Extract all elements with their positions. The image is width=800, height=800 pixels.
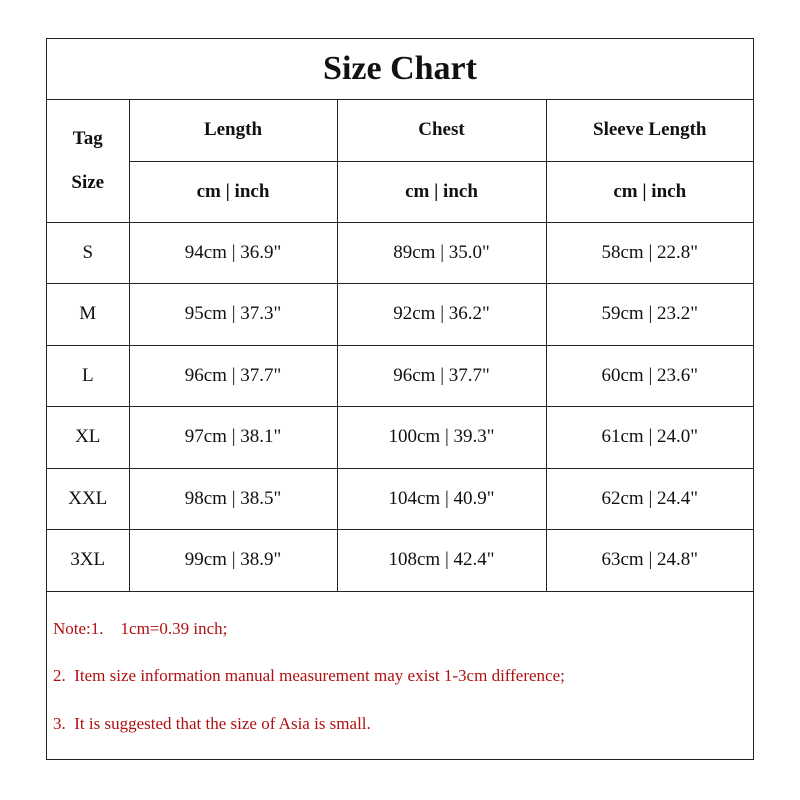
size-cell: S bbox=[47, 222, 129, 284]
chest-cell: 89cm | 35.0" bbox=[337, 222, 546, 284]
table-row bbox=[47, 222, 753, 284]
length-header: Length bbox=[129, 100, 337, 161]
sleeve-cell: 60cm | 23.6" bbox=[546, 345, 753, 407]
sleeve-cell: 63cm | 24.8" bbox=[546, 530, 753, 592]
length-cell: 95cm | 37.3" bbox=[129, 284, 337, 346]
table-row bbox=[47, 530, 753, 592]
sleeve-unit: cm | inch bbox=[546, 161, 753, 222]
chest-cell: 96cm | 37.7" bbox=[337, 345, 546, 407]
size-cell: XL bbox=[47, 407, 129, 469]
size-label: Size bbox=[71, 171, 105, 193]
tag-label: Tag bbox=[72, 127, 103, 149]
sleeve-cell: 62cm | 24.4" bbox=[546, 468, 753, 530]
unit-row bbox=[47, 161, 753, 222]
size-cell: 3XL bbox=[47, 530, 129, 592]
chest-cell: 92cm | 36.2" bbox=[337, 284, 546, 346]
chest-cell: 100cm | 39.3" bbox=[337, 407, 546, 469]
length-cell: 97cm | 38.1" bbox=[129, 407, 337, 469]
table-row bbox=[47, 468, 753, 530]
size-chart bbox=[46, 38, 754, 760]
size-cell: L bbox=[47, 345, 129, 407]
chest-unit: cm | inch bbox=[337, 161, 546, 222]
header-row bbox=[47, 100, 753, 161]
sleeve-length-header: Sleeve Length bbox=[546, 100, 753, 161]
tag-size-header bbox=[47, 100, 129, 222]
table-row bbox=[47, 345, 753, 407]
note-3: 3. It is suggested that the size of Asia is small. bbox=[53, 714, 371, 733]
chest-cell: 108cm | 42.4" bbox=[337, 530, 546, 592]
length-cell: 98cm | 38.5" bbox=[129, 468, 337, 530]
size-cell: M bbox=[47, 284, 129, 346]
chest-header: Chest bbox=[337, 100, 546, 161]
chart-title: Size Chart bbox=[47, 39, 753, 100]
length-cell: 96cm | 37.7" bbox=[129, 345, 337, 407]
length-cell: 99cm | 38.9" bbox=[129, 530, 337, 592]
table-row bbox=[47, 407, 753, 469]
sleeve-cell: 59cm | 23.2" bbox=[546, 284, 753, 346]
note-1: Note:1. 1cm=0.39 inch; bbox=[53, 619, 228, 638]
note-2: 2. Item size information manual measurement may exist 1-3cm difference; bbox=[53, 666, 565, 685]
size-table bbox=[47, 100, 753, 592]
sleeve-cell: 61cm | 24.0" bbox=[546, 407, 753, 469]
length-unit: cm | inch bbox=[129, 161, 337, 222]
chest-cell: 104cm | 40.9" bbox=[337, 468, 546, 530]
length-cell: 94cm | 36.9" bbox=[129, 222, 337, 284]
sleeve-cell: 58cm | 22.8" bbox=[546, 222, 753, 284]
table-row bbox=[47, 284, 753, 346]
size-cell: XXL bbox=[47, 468, 129, 530]
